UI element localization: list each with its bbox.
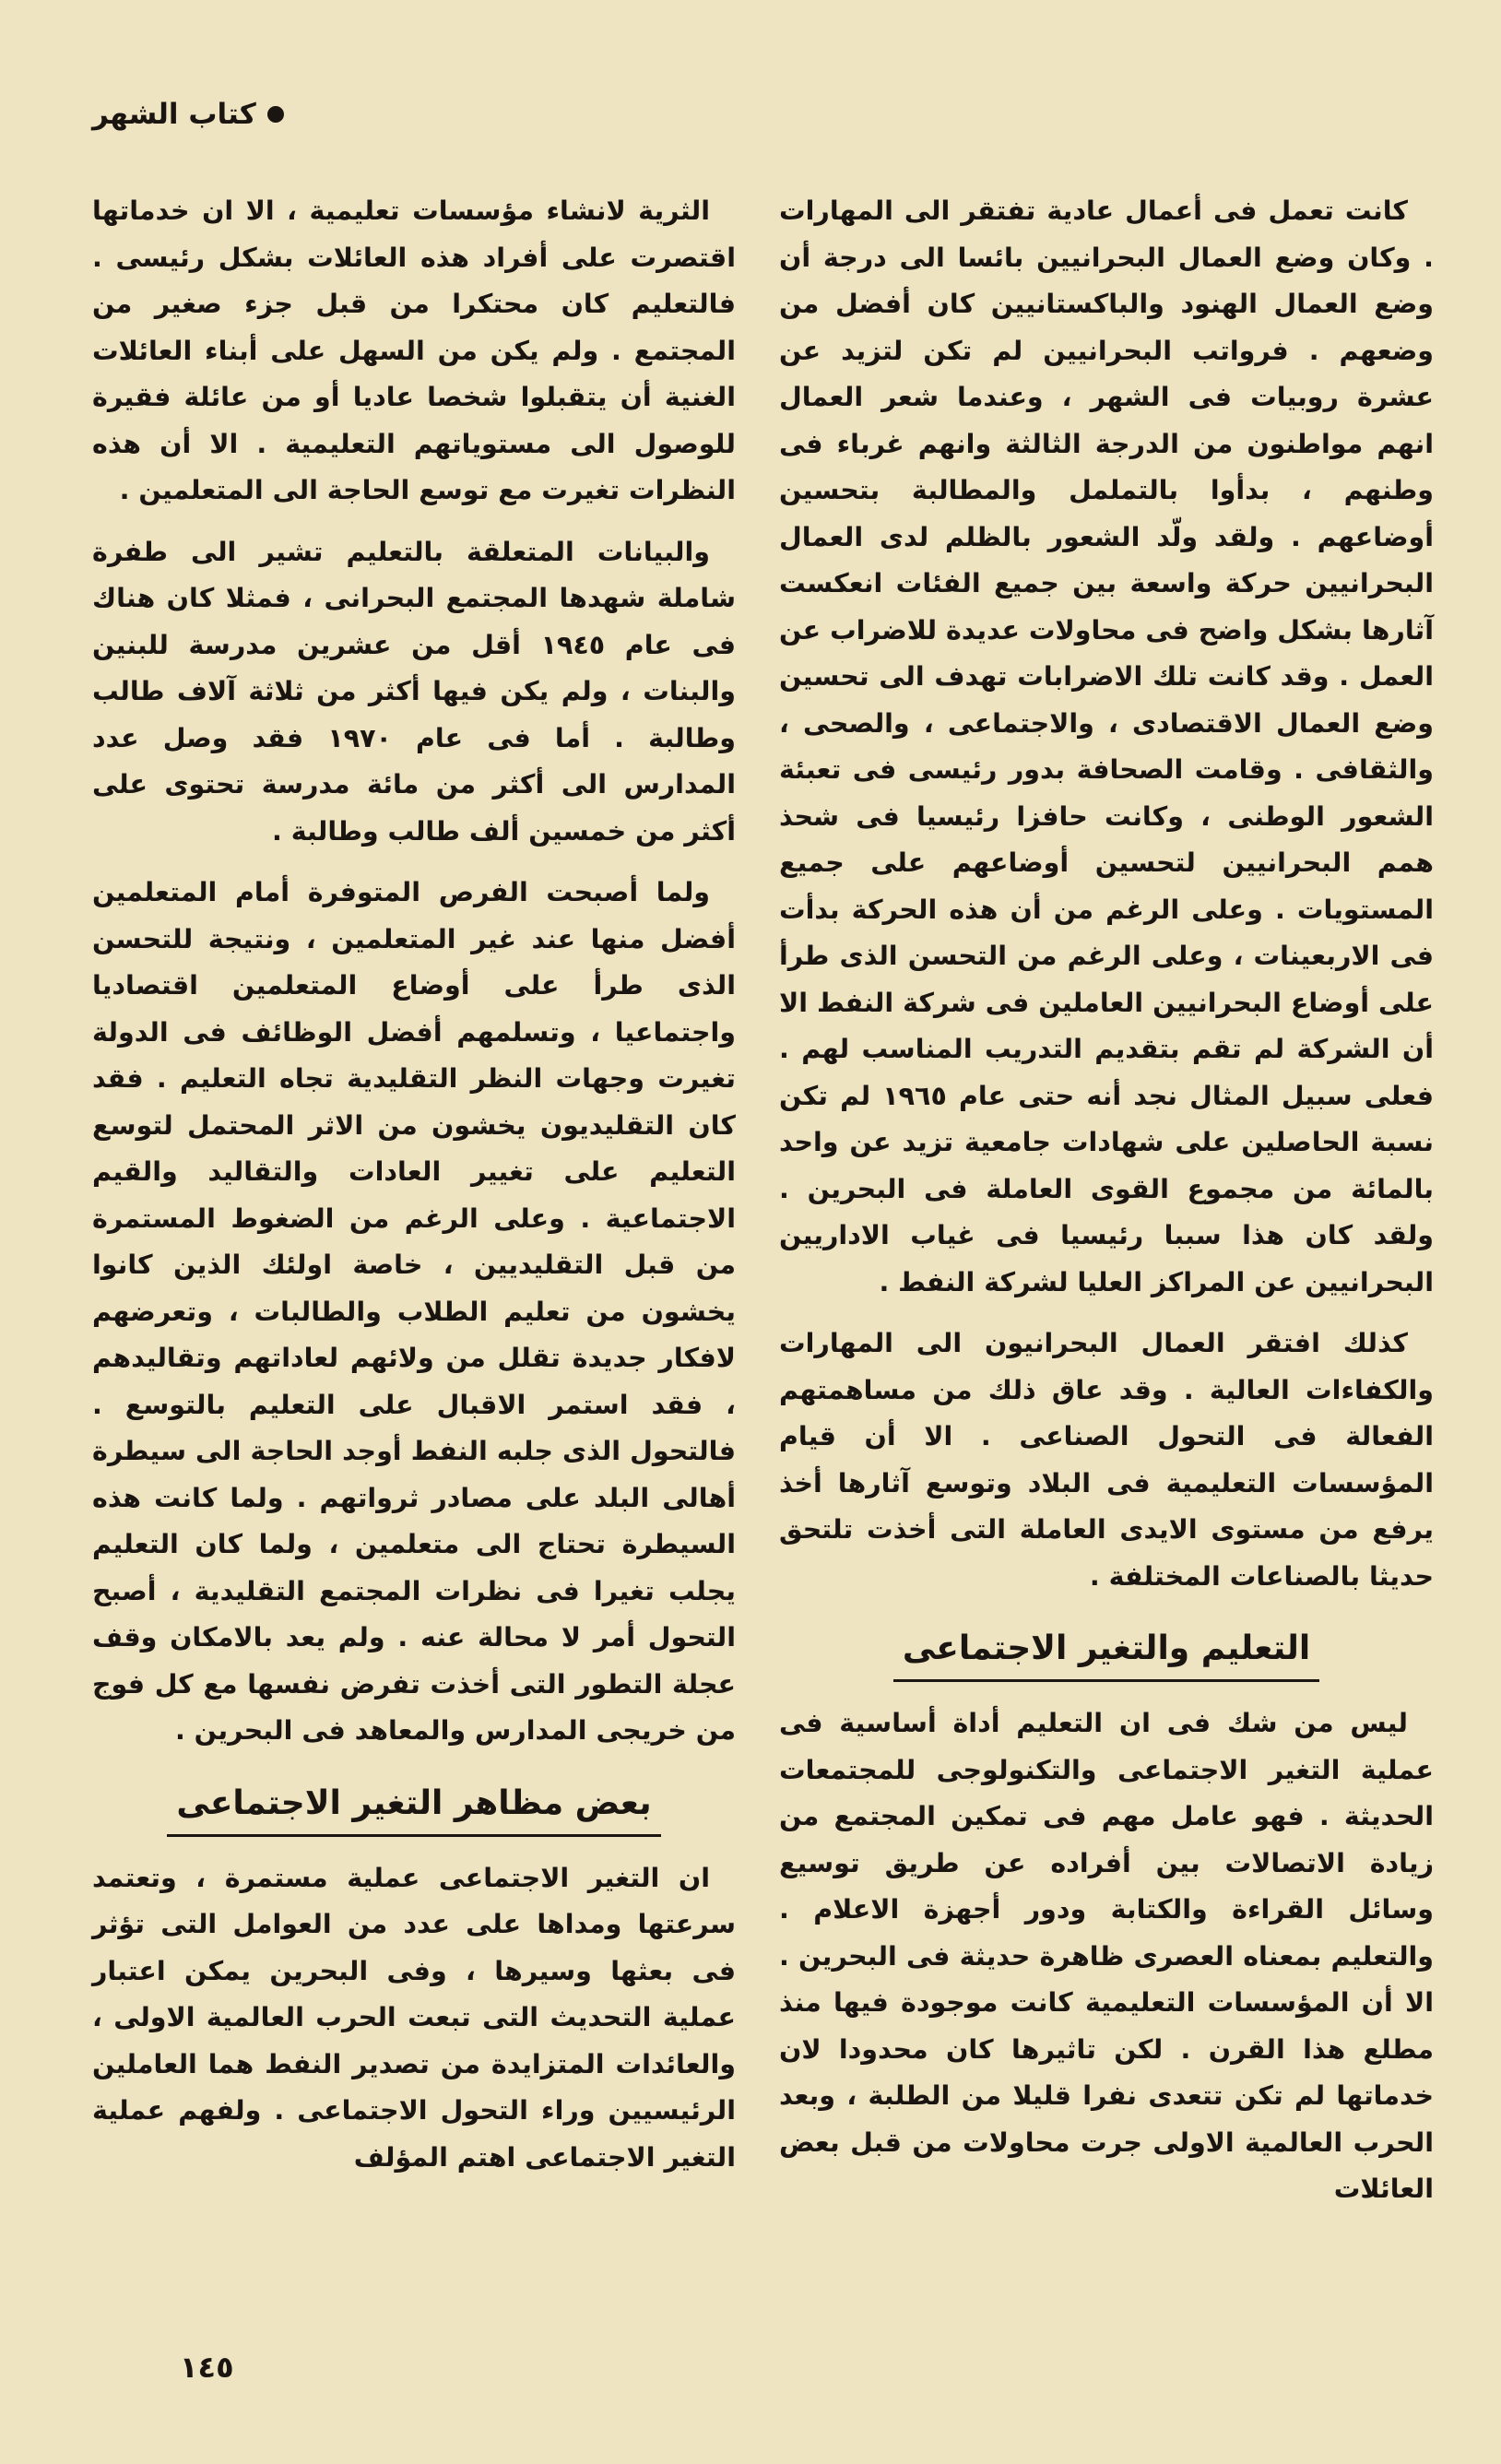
paragraph: كذلك افتقر العمال البحرانيون الى المهارات والكفاءات العالية . وقد عاق ذلك من مساهمتهم الفعالة فى التحول الصناعى . الا أن قيام المؤسسات التعليمية فى البلاد وتوسع آثارها أخذ يرفع من مستوى الايدى العاملة التى أخذت تلتحق حديثا بالصناعات المختلفة . [779,1328,1434,1592]
paragraph: ولما أصبحت الفرص المتوفرة أمام المتعلمين أفضل منها عند غير المتعلمين ، ونتيجة للتحسن الذى طرأ على أوضاع المتعلمين اقتصاديا واجتماعيا ، وتسلمهم أفضل الوظائف فى الدولة تغيرت وجهات النظر التقليدية تجاه التعليم . فقد كان التقليديون يخشون من الاثر المحتمل لتوسع التعليم على تغيير العادات والتقاليد والقيم الاجتماعية . وعلى الرغم من الضغوط المستمرة من قبل التقليديين ، خاصة اولئك الذين كانوا يخشون من تعليم الطلاب والطالبات ، وتعرضهم لافكار جديدة تقلل من ولائهم لعاداتهم وتقاليدهم ، فقد استمر الاقبال على التعليم بالتوسع . فالتحول الذى جلبه النفط أوجد الحاجة الى سيطرة أهالى البلد على مصادر ثرواتهم . ولما كانت هذه السيطرة تحتاج الى متعلمين ، ولما كان التعليم يجلب تغيرا فى نظرات المجتمع التقليدية ، أصبح التحول أمر لا محالة عنه . ولم يعد بالامكان وقف عجلة التطور التى أخذت تفرض نفسها مع كل فوج من خريجى المدارس والمعاهد فى البحرين . [92,877,736,1746]
section-heading: التعليم والتغير الاجتماعى [893,1626,1319,1682]
right-column [779,188,1434,2228]
bullet-icon [267,106,284,123]
section-heading: بعض مظاهر التغير الاجتماعى [167,1781,660,1837]
paragraph: ان التغير الاجتماعى عملية مستمرة ، وتعتمد سرعتها ومداها على عدد من العوامل التى تؤثر فى بعثها وسيرها ، وفى البحرين يمكن اعتبار عملية التحديث التى تبعت الحرب العالمية الاولى ، والعائدات المتزايدة من تصدير النفط هما العاملين الرئيسيين وراء التحول الاجتماعى . ولفهم عملية التغير الاجتماعى اهتم المؤلف [92,1862,736,2173]
section-title: كتاب الشهر [92,98,256,131]
section-header [92,98,284,131]
paragraph: الثرية لانشاء مؤسسات تعليمية ، الا ان خدماتها اقتصرت على أفراد هذه العائلات بشكل رئيسى . فالتعليم كان محتكرا من قبل جزء صغير من المجتمع . ولم يكن من السهل على أبناء العائلات الغنية أن يتقبلوا شخصا عاديا أو من عائلة فقيرة للوصول الى مستوياتهم التعليمية . الا أن هذه النظرات تغيرت مع توسع الحاجة الى المتعلمين . [92,195,736,505]
paragraph: والبيانات المتعلقة بالتعليم تشير الى طفرة شاملة شهدها المجتمع البحرانى ، فمثلا كان هناك فى عام ١٩٤٥ أقل من عشرين مدرسة للبنين والبنات ، ولم يكن فيها أكثر من ثلاثة آلاف طالب وطالبة . أما فى عام ١٩٧٠ فقد وصل عدد المدارس الى أكثر من مائة مدرسة تحتوى على أكثر من خمسين ألف طالب وطالبة . [92,536,736,847]
page-number: ١٤٥ [180,2350,234,2385]
paragraph: كانت تعمل فى أعمال عادية تفتقر الى المهارات . وكان وضع العمال البحرانيين بائسا الى درجة أن وضع العمال الهنود والباكستانيين كان أفضل من وضعهم . فرواتب البحرانيين لم تكن لتزيد عن عشرة روبيات فى الشهر ، وعندما شعر العمال انهم مواطنون من الدرجة الثالثة وانهم غرباء فى وطنهم ، بدأوا بالتململ والمطالبة بتحسين أوضاعهم . ولقد ولّد الشعور بالظلم لدى العمال البحرانيين حركة واسعة بين جميع الفئات انعكست آثارها بشكل واضح فى محاولات عديدة للاضراب عن العمل . وقد كانت تلك الاضرابات تهدف الى تحسين وضع العمال الاقتصادى ، والاجتماعى ، والصحى ، والثقافى . وقامت الصحافة بدور رئيسى فى تعبئة الشعور الوطنى ، وكانت حافزا رئيسيا فى شحذ همم البحرانيين لتحسين أوضاعهم على جميع المستويات . وعلى الرغم من أن هذه الحركة بدأت فى الاربعينات ، وعلى الرغم من التحسن الذى طرأ على أوضاع البحرانيين العاملين فى شركة النفط الا أن الشركة لم تقم بتقديم التدريب المناسب لهم . فعلى سبيل المثال نجد أنه حتى عام ١٩٦٥ لم تكن نسبة الحاصلين على شهادات جامعية تزيد عن واحد بالمائة من مجموع القوى العاملة فى البحرين . ولقد كان هذا سببا رئيسيا فى غياب الاداريين البحرانيين عن المراكز العليا لشركة النفط . [779,195,1434,1297]
left-column [92,188,736,2196]
paragraph: ليس من شك فى ان التعليم أداة أساسية فى عملية التغير الاجتماعى والتكنولوجى للمجتمعات الحديثة . فهو عامل مهم فى تمكين المجتمع من زيادة الاتصالات بين أفراده عن طريق توسيع وسائل القراءة والكتابة ودور أجهزة الاعلام . والتعليم بمعناه العصرى ظاهرة حديثة فى البحرين . الا أن المؤسسات التعليمية كانت موجودة فيها منذ مطلع هذا القرن . لكن تاثيرها كان محدودا لان خدماتها لم تكن تتعدى نفرا قليلا من الطلبة ، وبعد الحرب العالمية الاولى جرت محاولات من قبل بعض العائلات [779,1708,1434,2204]
